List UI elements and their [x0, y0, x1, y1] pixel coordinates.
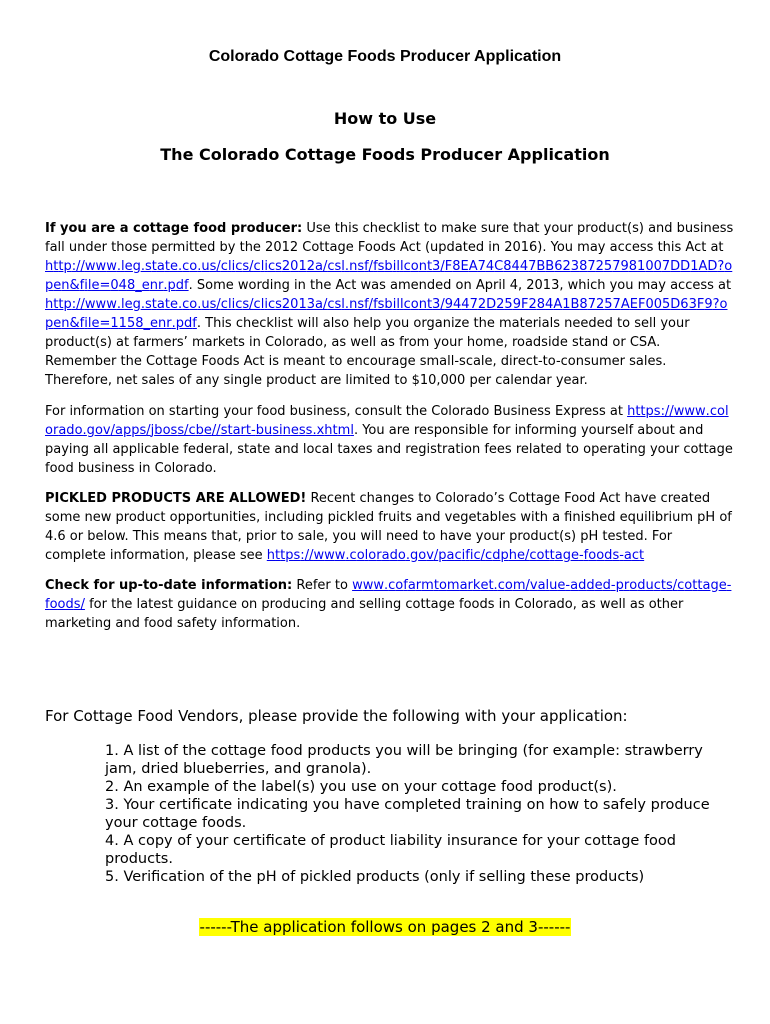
- producer-lead: If you are a cottage food producer:: [45, 221, 303, 236]
- document-header-title: Colorado Cottage Foods Producer Application: [208, 48, 562, 65]
- pickled-lead: PICKLED PRODUCTS ARE ALLOWED!: [45, 491, 307, 506]
- business-paragraph: [45, 402, 735, 478]
- list-item: 5. Verification of the pH of pickled products (only if selling these products): [105, 869, 645, 885]
- pickled-text-1: Recent changes to Colorado’s Cottage Food Act have created some new product opportunities, including pickled fruits and vegetables with a finished equilibrium pH of 4.6 or below. This means that, prior to sale, you will need to have your product(s) pH tested. For complete information, please see: [45, 491, 732, 563]
- list-item: 1. A list of the cottage food products you will be bringing (for example: strawberry jam, dried blueberries, and granola).: [105, 743, 703, 777]
- act-2013-link[interactable]: http://www.leg.state.co.us/clics/clics2013a/csl.nsf/fsbillcont3/94472D259F284A1B87257AEF005D63F9?open&file=1158_enr.pdf: [45, 297, 728, 331]
- cottage-foods-act-link[interactable]: https://www.colorado.gov/pacific/cdphe/cottage-foods-act: [266, 548, 645, 563]
- list-item: 3. Your certificate indicating you have completed training on how to safely produce your cottage foods.: [105, 797, 710, 831]
- producer-text-2: . Some wording in the Act was amended on April 4, 2013, which you may access at: [188, 278, 732, 293]
- instructions-body: [45, 219, 735, 633]
- business-text-1: For information on starting your food business, consult the Colorado Business Express at: [45, 404, 628, 419]
- business-express-link[interactable]: https://www.colorado.gov/apps/jboss/cbe//start-business.xhtml: [45, 404, 729, 438]
- update-text-2: for the latest guidance on producing and selling cottage foods in Colorado, as well as other marketing and food safety information.: [45, 597, 684, 631]
- producer-text-3: . This checklist will also help you organize the materials needed to sell your product(s) at farmers’ markets in Colorado, as well as from your home, roadside stand or CSA. Remember the Cottage Foods Act is meant to encourage small-scale, direct-to-consumer sales. Therefore, net sales of any single product are limited to $10,000 per calendar year.: [45, 316, 690, 388]
- application-follows-note: [0, 918, 770, 936]
- vendors-intro: For Cottage Food Vendors, please provide the following with your application:: [45, 707, 628, 725]
- requirements-list: [105, 742, 725, 886]
- highlighted-note-text: ------The application follows on pages 2 and 3------: [199, 918, 571, 936]
- act-2012-link[interactable]: http://www.leg.state.co.us/clics/clics2012a/csl.nsf/fsbillcont3/F8EA74C8447BB62387257981007DD1AD?open&file=048_enr.pdf: [45, 259, 733, 293]
- list-item: 4. A copy of your certificate of product liability insurance for your cottage food products.: [105, 833, 677, 867]
- producer-text-1: Use this checklist to make sure that your product(s) and business fall under those permitted by the 2012 Cottage Foods Act (updated in 2016). You may access this Act at: [45, 221, 734, 255]
- producer-paragraph: [45, 219, 735, 390]
- cofarmtomarket-link[interactable]: www.cofarmtomarket.com/value-added-products/cottage-foods/: [45, 578, 732, 612]
- list-item: 2. An example of the label(s) you use on your cottage food product(s).: [105, 779, 617, 795]
- how-to-use-heading: How to Use: [333, 109, 437, 128]
- pickled-paragraph: [45, 489, 735, 565]
- update-lead: Check for up-to-date information:: [45, 578, 293, 593]
- update-paragraph: [45, 576, 735, 633]
- update-text-1: Refer to: [292, 578, 353, 593]
- business-text-2: . You are responsible for informing yourself about and paying all applicable federal, state and local taxes and registration fees related to operating your cottage food business in Colorado.: [45, 423, 733, 476]
- application-heading: The Colorado Cottage Foods Producer Application: [160, 145, 610, 164]
